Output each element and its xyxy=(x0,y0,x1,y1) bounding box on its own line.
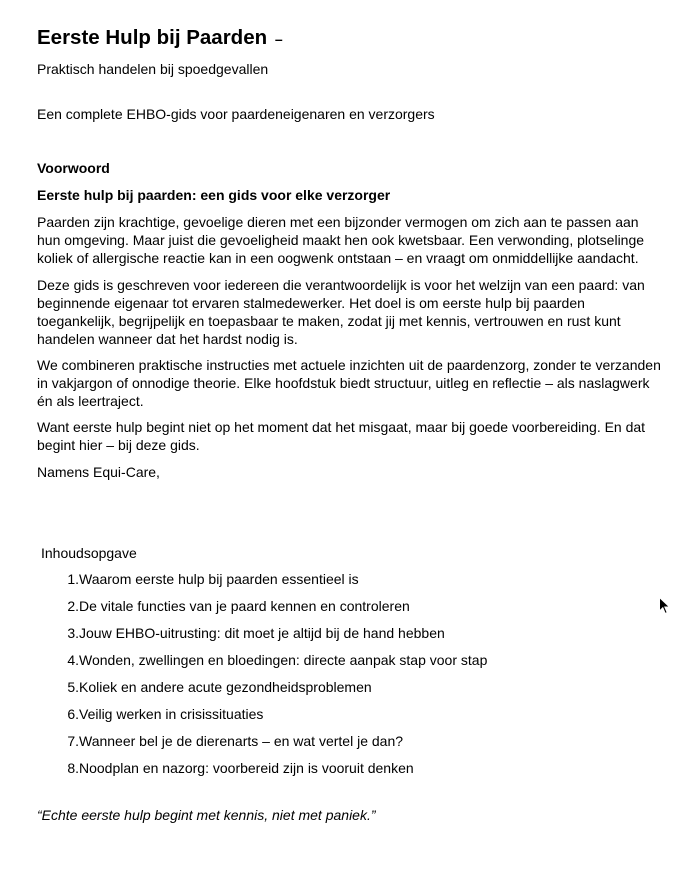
toc-item-7[interactable] xyxy=(37,733,487,760)
toc-item-label: Jouw EHBO-uitrusting: dit moet je altijd bij de hand hebben xyxy=(79,625,445,641)
foreword-paragraph: Want eerste hulp begint niet op het moment dat het misgaat, maar bij goede voorbereiding. En dat begint hier – bij deze gids. xyxy=(37,419,646,453)
toc-item-number: 7. xyxy=(67,733,79,749)
toc-item-4[interactable] xyxy=(37,652,487,679)
document-title xyxy=(37,26,283,51)
document-tagline: Een complete EHBO-gids voor paardeneigenaren en verzorgers xyxy=(37,106,435,122)
toc-item-number: 4. xyxy=(67,652,79,668)
toc-item-2[interactable] xyxy=(37,598,487,625)
toc-item-number: 5. xyxy=(67,679,79,695)
toc-item-6[interactable] xyxy=(37,706,487,733)
toc-item-label: Veilig werken in crisissituaties xyxy=(79,706,264,722)
toc-item-5[interactable] xyxy=(37,679,487,706)
toc-list xyxy=(37,571,487,787)
foreword-signature: Namens Equi-Care, xyxy=(37,464,160,480)
toc-item-label: Noodplan en nazorg: voorbereid zijn is vooruit denken xyxy=(79,760,414,776)
toc-item-label: Wonden, zwellingen en bloedingen: directe aanpak stap voor stap xyxy=(79,652,488,668)
mouse-pointer-icon xyxy=(659,597,671,615)
toc-item-label: Waarom eerste hulp bij paarden essentieel is xyxy=(79,571,359,587)
foreword-paragraph: Paarden zijn krachtige, gevoelige dieren met een bijzonder vermogen om zich aan te passen aan hun omgeving. Maar juist die gevoeligheid maakt hen ook kwetsbaar. Een verwonding, plotselinge koliek of allergische reactie kan in een oogwenk ontstaan – en vraagt om onmiddellijke aandacht. xyxy=(37,214,645,266)
foreword-paragraph: We combineren praktische instructies met actuele inzichten uit de paardenzorg, zonder te verzanden in vakjargon of onnodige theorie. Elke hoofdstuk biedt structuur, uitleg en reflectie – als naslagwerk én als leertraject. xyxy=(37,357,661,409)
toc-item-label: Koliek en andere acute gezondheidsproblemen xyxy=(79,679,372,695)
foreword-heading: Voorwoord xyxy=(37,160,110,176)
toc-item-number: 2. xyxy=(67,598,79,614)
toc-item-label: De vitale functies van je paard kennen en controleren xyxy=(79,598,410,614)
toc-item-1[interactable] xyxy=(37,571,487,598)
document-subtitle: Praktisch handelen bij spoedgevallen xyxy=(37,61,269,77)
toc-item-number: 6. xyxy=(67,706,79,722)
toc-item-label: Wanneer bel je de dierenarts – en wat vertel je dan? xyxy=(79,733,404,749)
closing-quote: “Echte eerste hulp begint met kennis, niet met paniek.” xyxy=(37,807,376,823)
toc-item-number: 3. xyxy=(67,625,79,641)
toc-item-number: 8. xyxy=(67,760,79,776)
toc-title: Inhoudsopgave xyxy=(41,545,137,561)
toc-item-3[interactable] xyxy=(37,625,487,652)
foreword-subheading: Eerste hulp bij paarden: een gids voor elke verzorger xyxy=(37,187,391,203)
toc-item-number: 1. xyxy=(67,571,79,587)
document-title-text: Eerste Hulp bij Paarden xyxy=(37,26,268,49)
foreword-paragraph: Deze gids is geschreven voor iedereen die verantwoordelijk is voor het welzijn van een paard: van beginnende eigenaar tot ervaren stalmedewerker. Het doel is om eerste hulp bij paarden toegankelijk, begrijpelijk en toepasbaar te maken, zodat jij met kennis, vertrouwen en rust kunt handelen wanneer dat het hardst nodig is. xyxy=(37,277,645,347)
title-dash: – xyxy=(274,31,283,47)
toc-item-8[interactable] xyxy=(37,760,487,787)
